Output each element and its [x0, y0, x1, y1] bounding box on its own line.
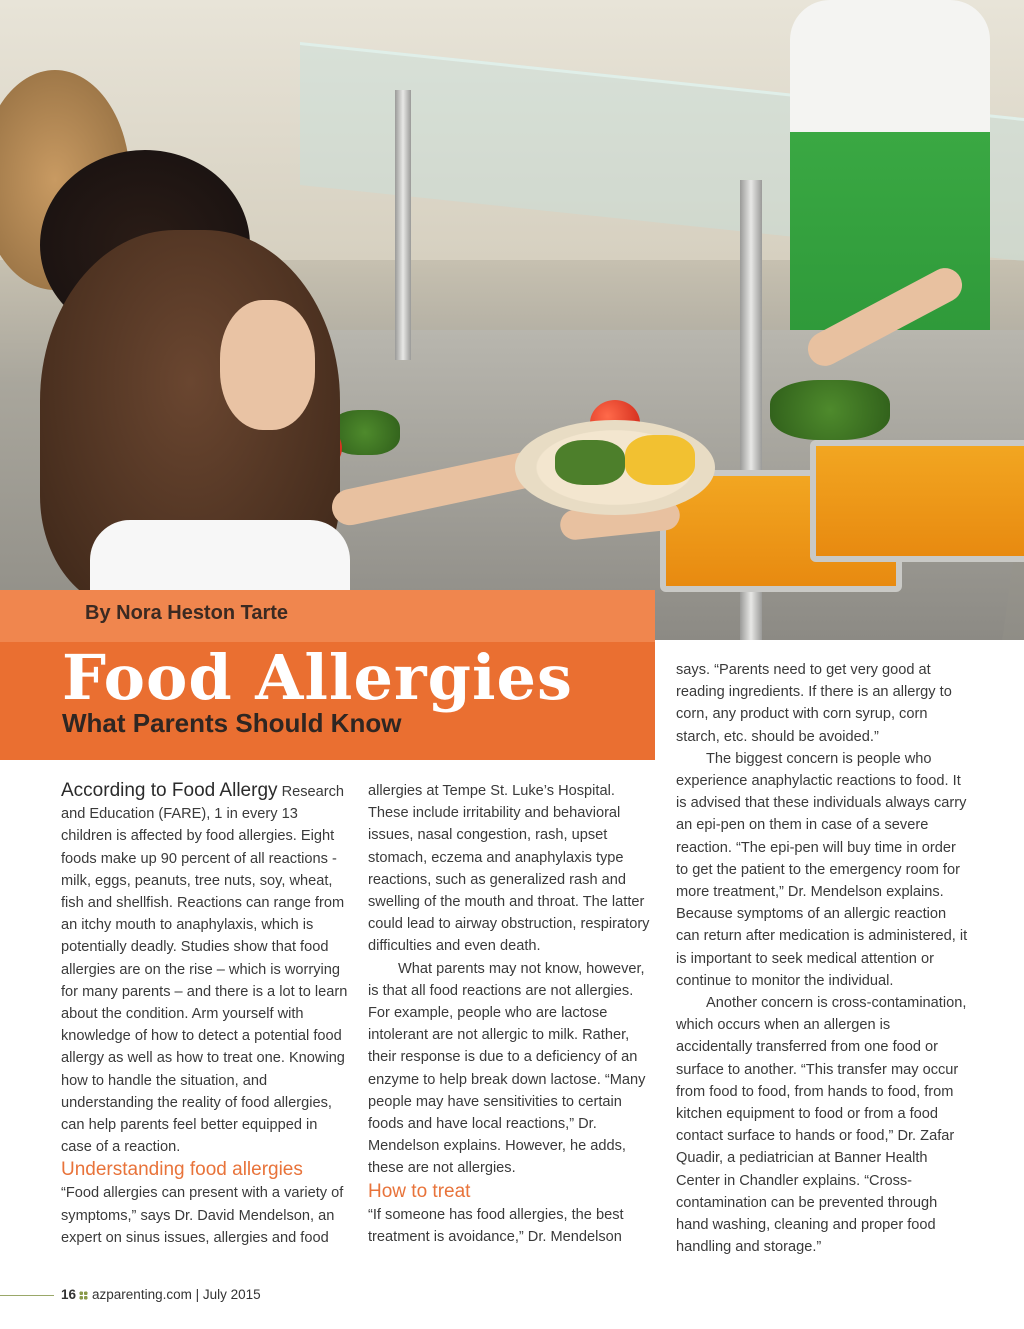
- footer-date: July 2015: [202, 1287, 261, 1302]
- paragraph-cross-contamination: Another concern is cross-contamination, which occurs when an allergen is accidentally transferred from one food or surface to another. “This transfer may occur from food to food, from hands to food, from kitchen equipment to food or from a food contact surface to hands or food,” Dr. Zafar Quadir, a pediatrician at Banner Health Center in Chandler explains. “Cross-contamination can be prevented through hand washing, cleaning and proper food handling and storage.”: [676, 995, 967, 1256]
- grid-dots-icon: [79, 1291, 88, 1300]
- photo-plate: [515, 420, 715, 515]
- paragraph-not-allergies: What parents may not know, however, is that all food reactions are not allergies. For example, people who are lactose intolerant are not allergic to milk. Rather, their response is due to a deficiency of an enzyme to help break down lactose. “Many people may have sensitivities to certain foods and have local reactions,” Dr. Mendelson explains. However, he adds, these are not allergies.: [368, 960, 646, 1177]
- page-number: 16: [61, 1287, 77, 1302]
- photo-food-tray: [810, 440, 1024, 562]
- lead-in: According to Food Allergy: [61, 780, 278, 801]
- page-footer: [61, 1287, 261, 1302]
- text-column-3: [676, 659, 968, 1258]
- footer-site: azparenting.com: [92, 1287, 192, 1302]
- article-subtitle: What Parents Should Know: [62, 708, 402, 738]
- photo-girl-face: [220, 300, 315, 430]
- paragraph-avoidance: “If someone has food allergies, the best treatment is avoidance,” Dr. Mendelson: [368, 1206, 624, 1245]
- hero-photo-cafeteria-line: [0, 0, 1024, 640]
- paragraph-epipen: The biggest concern is people who experience anaphylactic reactions to food. It is advised that these individuals always carry an epi-pen on them in case of a severe reaction. “The epi-pen will buy time in order to get the patient to the emergency room for more treatment,” Dr. Mendelson explains. Because symptoms of an allergic reaction can return after medication is administered, it is important to seek medical attention or continue to monitor the individual.: [676, 750, 968, 989]
- photo-plate-greens: [555, 440, 625, 485]
- paragraph-symptoms-continued: allergies at Tempe St. Luke’s Hospital. These include irritability and behavioral issues, nasal congestion, rash, upset stomach, eczema and anaphylaxis type reactions, such as generalized rash and swelling of the mouth and throat. The latter could lead to airway obstruction, respiratory difficulties and even death.: [368, 783, 650, 955]
- subhead-how-to-treat: How to treat: [368, 1180, 471, 1202]
- article-title: Food Allergies: [62, 641, 573, 714]
- text-column-2: [368, 780, 658, 1248]
- photo-salad-greens: [770, 380, 890, 440]
- paragraph-intro: [61, 780, 349, 1158]
- footer-separator: |: [195, 1287, 200, 1302]
- photo-steel-post: [395, 90, 411, 360]
- paragraph-symptoms: “Food allergies can present with a variety of symptoms,” says Dr. David Mendelson, an expert on sinus issues, allergies and food: [61, 1185, 344, 1246]
- footer-rule: [0, 1295, 54, 1296]
- intro-text: Research and Education (FARE), 1 in every 13 children is affected by food allergies. Eight foods make up 90 percent of all reactions - milk, eggs, peanuts, tree nuts, soy, wheat, fish and shellfish. Reactions can range from an itchy mouth to anaphylaxis, which is potentially deadly. Studies show that food allergies are on the rise – which is worrying for many parents – and there is a lot to learn about the condition. Arm yourself with knowledge of how to detect a potential food allergy as well as how to treat one. Knowing how to handle the situation, and understanding the reality of food allergies, can help parents feel better equipped in case of a reaction.: [61, 784, 348, 1156]
- paragraph-avoidance-continued: says. “Parents need to get very good at reading ingredients. If there is an allergy to corn, any product with corn syrup, corn starch, etc. should be avoided.”: [676, 662, 952, 745]
- photo-plate-corn: [625, 435, 695, 485]
- text-column-1: [61, 780, 349, 1249]
- byline: By Nora Heston Tarte: [85, 602, 289, 624]
- subhead-understanding: Understanding food allergies: [61, 1159, 303, 1181]
